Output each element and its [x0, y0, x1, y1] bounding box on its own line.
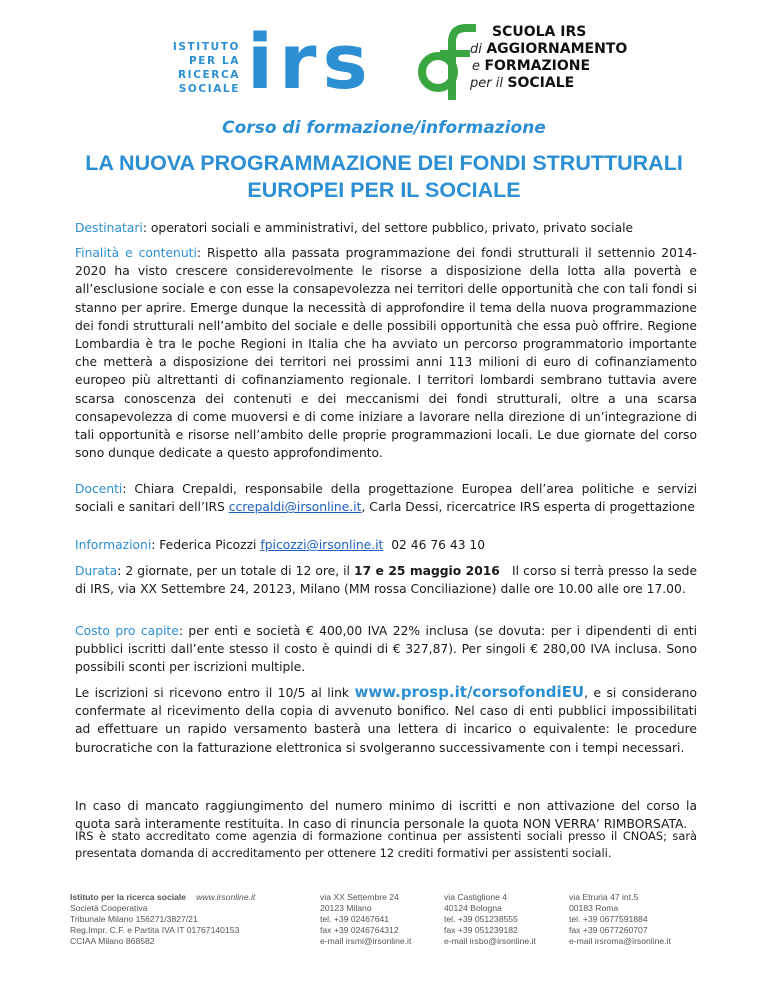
- footer-roma-office: [569, 892, 671, 947]
- footer-bologna-line: 40124 Bologna: [444, 903, 502, 913]
- footer-milano-office: [320, 892, 411, 947]
- informazioni-paragraph: [75, 536, 697, 554]
- destinatari-text: : operatori sociali e amministrativi, del settore pubblico, privato, privato sociale: [142, 221, 634, 235]
- irs-logo-text: irs: [247, 26, 374, 96]
- footer-roma-line: via Etruria 47 int.5: [569, 892, 639, 902]
- footer-bologna-line: via Castiglione 4: [444, 892, 508, 902]
- scuola-logo-text: [470, 24, 650, 92]
- footer-org-line: CCIAA Milano 868582: [70, 936, 155, 946]
- irs-name-line: SOCIALE: [178, 83, 240, 95]
- destinatari-label: Destinatari: [75, 221, 143, 235]
- informazioni-text: : Federica Picozzi: [151, 538, 261, 552]
- irs-name-line: PER LA: [188, 55, 240, 67]
- costo-label: Costo pro capite: [75, 624, 179, 638]
- footer-org-name: Istituto per la ricerca sociale: [70, 892, 187, 902]
- scuola-line-2-bold: AGGIORNAMENTO: [486, 41, 628, 57]
- costo-text: : per enti e società € 400,00 IVA 22% inclusa (se dovuta: per i dipendenti di enti pubblici iscritti dall’ente stesso il costo è quindi di € 327,87). Per singoli € 280,00 IVA inclusa. Sono possibili sconti per iscrizioni multiple.: [75, 624, 697, 675]
- iscrizioni-paragraph: [75, 683, 697, 757]
- irs-name-line: ISTITUTO: [172, 41, 240, 53]
- scuola-line-3-italic: e: [472, 59, 480, 74]
- durata-text-after: Il corso si terrà presso la sede di IRS, via XX Settembre 24, 20123, Milano (MM rossa Conciliazione) dalle ore 10.00 alle ore 17.00.: [75, 564, 701, 597]
- footer-bologna-line: tel. +39 051238555: [444, 914, 518, 924]
- footer-roma-line: tel. +39 0677591884: [569, 914, 648, 924]
- informazioni-phone: 02 46 76 43 10: [383, 538, 486, 552]
- docenti-label: Docenti: [75, 482, 123, 496]
- docenti-text: : Chiara Crepaldi, responsabile della progettazione Europea dell’area politiche e servizi sociali e sanitari dell’IRS: [75, 482, 697, 515]
- footer-bologna-office: [444, 892, 536, 947]
- footer-org-line: Reg.Impr. C.F. e Partita IVA IT 01767140153: [70, 925, 240, 935]
- finalita-label: Finalità e contenuti: [75, 246, 197, 260]
- iscrizioni-text: Le iscrizioni si ricevono entro il 10/5 al link: [75, 686, 355, 700]
- iscrizioni-text-after: , e si considerano confermate al ricevimento della copia di avvenuto bonifico. Nel caso di enti pubblici impossibilitati ad effettuare un rapido versamento basterà una lettera di incarico o equivalente: le procedure burocratiche con la fatturazione elettronica si svolgeranno successivamente con i tempi necessari.: [75, 686, 697, 755]
- docenti-email-link[interactable]: ccrepaldi@irsonline.it: [228, 500, 362, 515]
- footer-milano-line: fax +39 0246764312: [320, 925, 399, 935]
- footer-milano-line: tel. +39 02467641: [320, 914, 390, 924]
- destinatari-paragraph: [75, 219, 697, 237]
- course-title-line: LA NUOVA PROGRAMMAZIONE DEI FONDI STRUTTURALI: [85, 151, 683, 175]
- footer-milano-line: 20123 Milano: [320, 903, 372, 913]
- footer-org-line: Tribunale Milano 156271/3827/21: [70, 914, 198, 924]
- informazioni-email-link[interactable]: fpicozzi@irsonline.it: [260, 538, 384, 552]
- rimborso-paragraph: In caso di mancato raggiungimento del numero minimo di iscritti e non attivazione del corso la quota sarà interamente restituita. In caso di rinuncia personale la quota NON VERRA’ RIMBORSATA.: [75, 799, 697, 832]
- durata-label: Durata: [75, 564, 118, 578]
- durata-paragraph: [75, 562, 701, 598]
- docenti-paragraph: [75, 480, 697, 516]
- durata-text: : 2 giornate, per un totale di 12 ore, il: [117, 564, 355, 578]
- iscrizioni-link[interactable]: www.prosp.it/corsofondiEU: [354, 683, 585, 701]
- footer-org-line: Società Cooperativa: [70, 903, 148, 913]
- finalita-text: : Rispetto alla passata programmazione dei fondi strutturali il settennio 2014-2020 ha visto crescere considerevolmente le risorse a disposizione della lotta alla povertà e all’esclusione sociale e con esse la consapevolezza nei territori delle opportunità che con tali fondi si stanno per aprire. Emerge dunque la necessità di approfondire il tema della nuova programmazione dei fondi strutturali nell’ambito del sociale e delle possibili opportunità che essa può offrire. Regione Lombardia è tra le poche Regioni in Italia che ha avviato un percorso programmatorio importante che metterà a disposizione dei territori nei prossimi anni 113 milioni di euro di cofinanziamento europeo più altrettanti di cofinanziamento regionale. I territori lombardi sembrano tuttavia avere scarsa conoscenza dei contenuti e dei meccanismi dei fondi strutturali, oltre a una scarsa consapevolezza di come muoversi e di come iniziare a lavorare nella direzione di un’integrazione di tali opportunità e risorse nell’ambito delle proprie programmazioni locali. Le due giornate del corso sono dunque dedicate a questo approfondimento.: [75, 246, 697, 461]
- costo-paragraph: [75, 622, 697, 677]
- footer-roma-line: 00183 Roma: [569, 903, 619, 913]
- scuola-line-1: SCUOLA IRS: [492, 24, 587, 40]
- scuola-line-4-bold: SOCIALE: [507, 75, 575, 91]
- durata-dates: 17 e 25 maggio 2016: [354, 564, 500, 578]
- scuola-line-3-bold: FORMAZIONE: [484, 58, 591, 74]
- course-subtitle: Corso di formazione/informazione: [222, 118, 546, 138]
- irs-logo: [247, 26, 397, 96]
- course-title: [60, 150, 708, 204]
- course-title-line: EUROPEI PER IL SOCIALE: [247, 178, 521, 202]
- footer-milano-email: e-mail irsmi@irsonline.it: [320, 936, 412, 946]
- footer-roma-line: fax +39 0677260707: [569, 925, 648, 935]
- accreditamento-paragraph: IRS è stato accreditato come agenzia di formazione continua per assistenti sociali presso il CNOAS; sarà presentata domanda di accreditamento per ottenere 12 crediti formativi per assistenti sociali.: [75, 829, 697, 860]
- footer-bologna-email: e-mail irsbo@irsonline.it: [444, 936, 536, 946]
- scuola-line-2-italic: di: [470, 42, 482, 57]
- irs-name-line: RICERCA: [178, 69, 240, 81]
- footer: [62, 892, 702, 952]
- finalita-paragraph: [75, 244, 697, 462]
- informazioni-label: Informazioni: [75, 538, 152, 552]
- footer-website[interactable]: www.irsonline.it: [196, 892, 256, 902]
- scuola-line-4-italic: per il: [470, 76, 503, 91]
- footer-milano-line: via XX Settembre 24: [320, 892, 399, 902]
- footer-org-info: [70, 892, 255, 947]
- irs-institute-name: [172, 40, 240, 96]
- footer-roma-email: e-mail irsroma@irsonline.it: [569, 936, 671, 946]
- docenti-text-after: , Carla Dessi, ricercatrice IRS esperta di progettazione: [361, 500, 695, 515]
- footer-bologna-line: fax +39 051239182: [444, 925, 518, 935]
